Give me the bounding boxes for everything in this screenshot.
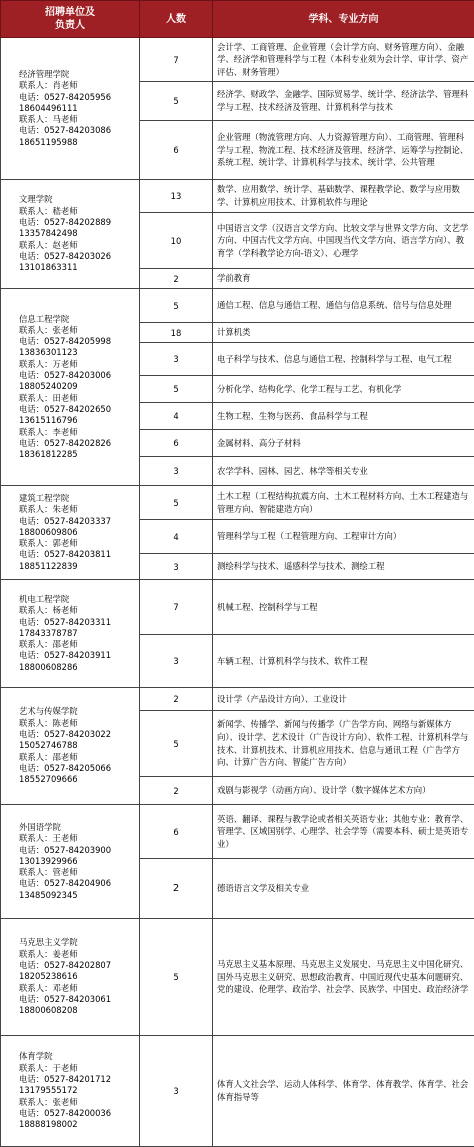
unit-contact-line: 电话：0527-84203911: [19, 650, 139, 661]
unit-contact-line: 15052746788: [19, 740, 139, 751]
major-direction-cell: 测绘科学与技术、遥感科学与技术、测绘工程: [213, 554, 474, 580]
unit-contact-line: 18651195988: [19, 137, 139, 148]
table-row: [1, 289, 474, 323]
unit-contact-cell: [1, 688, 140, 805]
unit-contact-line: 联系人：郭老师: [19, 538, 139, 549]
unit-contact-line: 联系人：赵老师: [19, 240, 139, 251]
unit-contact-line: 电话：0527-84203026: [19, 251, 139, 262]
header-count: 人数: [140, 1, 213, 38]
major-direction-cell: 管理科学与工程（工程管理方向、工程审计方向）: [213, 520, 474, 554]
unit-contact-line: 电话：0527-84205066: [19, 763, 139, 774]
headcount-cell: 5: [140, 486, 213, 520]
table-row: [1, 805, 474, 859]
headcount-cell: 13: [140, 180, 213, 213]
unit-contact-line: 13615116796: [19, 415, 139, 426]
unit-contact-line: 马克思主义学院: [19, 937, 139, 948]
headcount-cell: 6: [140, 805, 213, 859]
unit-contact-line: 艺术与传媒学院: [19, 706, 139, 717]
headcount-cell: 5: [140, 82, 213, 121]
major-direction-cell: 会计学、工商管理、企业管理（会计学方向、财务管理方向）、金融学、经济学和管理科学与工程（本科专业须为会计学、审计学、资产评估、财务管理）: [213, 38, 474, 82]
table-row: [1, 180, 474, 213]
unit-contact-line: 联系人：张老师: [19, 325, 139, 336]
table-row: [1, 486, 474, 520]
major-direction-cell: 新闻学、传播学、新闻与传播学（广告学方向、网络与新媒体方向）、设计学、艺术设计（广告设计方向）、软件工程、计算机科学与技术、计算机技术、计算机应用技术、信息与通讯工程（广告学方向、计算广告方向、智能广告方向）: [213, 711, 474, 777]
unit-contact-line: 经济管理学院: [19, 69, 139, 80]
major-direction-cell: 数学、应用数学、统计学、基础数学、课程教学论、数学与应用数学、计算机应用技术、计算机软件与理论: [213, 180, 474, 213]
unit-contact-line: 联系人：肖老师: [19, 80, 139, 91]
unit-contact-line: 电话：0527-84202889: [19, 217, 139, 228]
headcount-cell: 5: [140, 376, 213, 403]
unit-contact-line: 电话：0527-84202807: [19, 960, 139, 971]
header-row: [1, 1, 474, 38]
unit-contact-line: 电话：0527-84204906: [19, 878, 139, 889]
headcount-cell: 4: [140, 403, 213, 430]
table-row: [1, 688, 474, 711]
unit-contact-line: 电话：0527-84201712: [19, 1074, 139, 1085]
headcount-cell: 4: [140, 520, 213, 554]
unit-contact-cell: [1, 486, 140, 580]
unit-contact-line: 联系人：杨老师: [19, 605, 139, 616]
major-direction-cell: 计算机类: [213, 323, 474, 343]
major-direction-cell: 车辆工程、计算机科学与技术、软件工程: [213, 635, 474, 688]
major-direction-cell: 农学学科、园林、园艺、林学等相关专业: [213, 457, 474, 486]
major-direction-cell: 生物工程、生物与医药、食品科学与工程: [213, 403, 474, 430]
headcount-cell: 7: [140, 580, 213, 635]
headcount-cell: 3: [140, 635, 213, 688]
table-row: [1, 919, 474, 1036]
unit-contact-cell: [1, 919, 140, 1036]
major-direction-cell: 土木工程（工程结构抗震方向、土木工程材料方向、土木工程建造与管理方向、智能建造方向）: [213, 486, 474, 520]
headcount-cell: 7: [140, 38, 213, 82]
table-row: [1, 38, 474, 82]
unit-contact-cell: [1, 180, 140, 289]
headcount-cell: 6: [140, 121, 213, 180]
unit-contact-line: 联系人：朱老师: [19, 504, 139, 515]
unit-contact-line: 电话：0527-84203811: [19, 549, 139, 560]
unit-contact-line: 外国语学院: [19, 822, 139, 833]
unit-contact-line: 18361812285: [19, 449, 139, 460]
unit-contact-line: 体育学院: [19, 1051, 139, 1062]
headcount-cell: 5: [140, 289, 213, 323]
major-direction-cell: 通信工程、信息与通信工程、通信与信息系统、信号与信息处理: [213, 289, 474, 323]
table-row: [1, 1036, 474, 1147]
unit-contact-line: 联系人：陈老师: [19, 718, 139, 729]
table-body: [1, 38, 474, 1147]
unit-contact-line: 联系人：于老师: [19, 1063, 139, 1074]
header-major: 学科、专业方向: [213, 1, 474, 38]
unit-contact-line: 13179555172: [19, 1085, 139, 1096]
unit-contact-line: 电话：0527-84203311: [19, 617, 139, 628]
unit-contact-line: 18888198002: [19, 1119, 139, 1130]
unit-contact-line: 13357842498: [19, 228, 139, 239]
headcount-cell: 18: [140, 323, 213, 343]
table-row: [1, 580, 474, 635]
unit-contact-cell: [1, 1036, 140, 1147]
unit-contact-cell: [1, 805, 140, 919]
major-direction-cell: 德语语言文学及相关专业: [213, 859, 474, 919]
unit-contact-line: 机电工程学院: [19, 594, 139, 605]
unit-contact-line: 联系人：嵇老师: [19, 206, 139, 217]
unit-contact-line: 13836301123: [19, 347, 139, 358]
unit-contact-line: 信息工程学院: [19, 314, 139, 325]
unit-contact-line: 18805240209: [19, 381, 139, 392]
headcount-cell: 2: [140, 688, 213, 711]
unit-contact-line: 联系人：姜老师: [19, 949, 139, 960]
headcount-cell: 2: [140, 269, 213, 289]
unit-contact-line: 电话：0527-84203086: [19, 125, 139, 136]
headcount-cell: 3: [140, 457, 213, 486]
headcount-cell: 3: [140, 343, 213, 376]
major-direction-cell: 体育人文社会学、运动人体科学、体育学、体育教学、体育学、社会体育指导等: [213, 1036, 474, 1147]
unit-contact-line: 电话：0527-84202826: [19, 438, 139, 449]
headcount-cell: 5: [140, 711, 213, 777]
major-direction-cell: 分析化学、结构化学、化学工程与工艺、有机化学: [213, 376, 474, 403]
unit-contact-cell: [1, 38, 140, 180]
unit-contact-line: 电话：0527-84200036: [19, 1108, 139, 1119]
unit-contact-line: 13101863311: [19, 262, 139, 273]
unit-contact-line: 联系人：李老师: [19, 427, 139, 438]
unit-contact-line: 联系人：王老师: [19, 833, 139, 844]
major-direction-cell: 电子科学与技术、信息与通信工程、控制科学与工程、电气工程: [213, 343, 474, 376]
major-direction-cell: 戏剧与影视学（动画方向）、设计学（数字媒体艺术方向）: [213, 777, 474, 805]
unit-contact-line: 电话：0527-84203061: [19, 994, 139, 1005]
headcount-cell: 2: [140, 859, 213, 919]
major-direction-cell: 设计学（产品设计方向）、工业设计: [213, 688, 474, 711]
major-direction-cell: 学前教育: [213, 269, 474, 289]
unit-contact-line: 18800608286: [19, 662, 139, 673]
unit-contact-line: 联系人：万老师: [19, 359, 139, 370]
headcount-cell: 3: [140, 1036, 213, 1147]
unit-contact-line: 电话：0527-84203337: [19, 516, 139, 527]
unit-contact-line: 18800608208: [19, 1005, 139, 1016]
headcount-cell: 6: [140, 430, 213, 457]
unit-contact-line: 18851122839: [19, 561, 139, 572]
unit-contact-line: 13485092345: [19, 890, 139, 901]
unit-contact-line: 电话：0527-84202650: [19, 404, 139, 415]
unit-contact-line: 17843378787: [19, 628, 139, 639]
unit-contact-line: 文理学院: [19, 194, 139, 205]
unit-contact-line: 联系人：邵老师: [19, 639, 139, 650]
unit-contact-line: 建筑工程学院: [19, 493, 139, 504]
unit-contact-line: 联系人：田老师: [19, 393, 139, 404]
unit-contact-line: 13013929966: [19, 856, 139, 867]
unit-contact-line: 电话：0527-84205998: [19, 336, 139, 347]
unit-contact-line: 联系人：邓老师: [19, 983, 139, 994]
unit-contact-line: 电话：0527-84203006: [19, 370, 139, 381]
major-direction-cell: 企业管理（物流管理方向、人力资源管理方向）、工商管理、管理科学与工程、物流工程、技术经济及管理、经济学、运筹学与控制论、系统工程、统计学、计算机科学与技术、统计学、公共管理: [213, 121, 474, 180]
major-direction-cell: 经济学、财政学、金融学、国际贸易学、统计学、经济法学、管理科学与工程、技术经济及管理、计算机科学与技术: [213, 82, 474, 121]
major-direction-cell: 马克思主义基本原理、马克思主义发展史、马克思主义中国化研究、国外马克思主义研究、思想政治教育、中国近现代史基本问题研究、党的建设、伦理学、政治学、社会学、民族学、中国史、政治经济学: [213, 919, 474, 1036]
unit-contact-line: 联系人：马老师: [19, 114, 139, 125]
headcount-cell: 10: [140, 213, 213, 269]
unit-contact-line: 联系人：邵老师: [19, 752, 139, 763]
major-direction-cell: 中国语言文学（汉语言文学方向、比较文学与世界文学方向、文艺学方向、中国古代文学方向、中国现当代文学方向、语言学方向）、教育学（学科教学论方向-语文）、心理学: [213, 213, 474, 269]
headcount-cell: 2: [140, 777, 213, 805]
unit-contact-line: 电话：0527-84203022: [19, 729, 139, 740]
unit-contact-line: 18552709666: [19, 774, 139, 785]
headcount-cell: 5: [140, 919, 213, 1036]
unit-contact-line: 电话：0527-84203900: [19, 845, 139, 856]
unit-contact-line: 18205238616: [19, 971, 139, 982]
headcount-cell: 3: [140, 554, 213, 580]
major-direction-cell: 金属材料、高分子材料: [213, 430, 474, 457]
unit-contact-cell: [1, 289, 140, 486]
major-direction-cell: 机械工程、控制科学与工程: [213, 580, 474, 635]
unit-contact-line: 18800609806: [19, 527, 139, 538]
unit-contact-line: 电话：0527-84205956: [19, 92, 139, 103]
unit-contact-line: 联系人：张老师: [19, 1097, 139, 1108]
header-unit: 招聘单位及 负责人: [1, 1, 140, 38]
unit-contact-line: 联系人：管老师: [19, 867, 139, 878]
major-direction-cell: 英语、翻译、课程与教学论或者相关英语专业；其他专业：教育学、管理学、区域国别学、心理学、社会学等（需要本科、硕士是英语专业）: [213, 805, 474, 859]
unit-contact-line: 18604496111: [19, 103, 139, 114]
unit-contact-cell: [1, 580, 140, 688]
